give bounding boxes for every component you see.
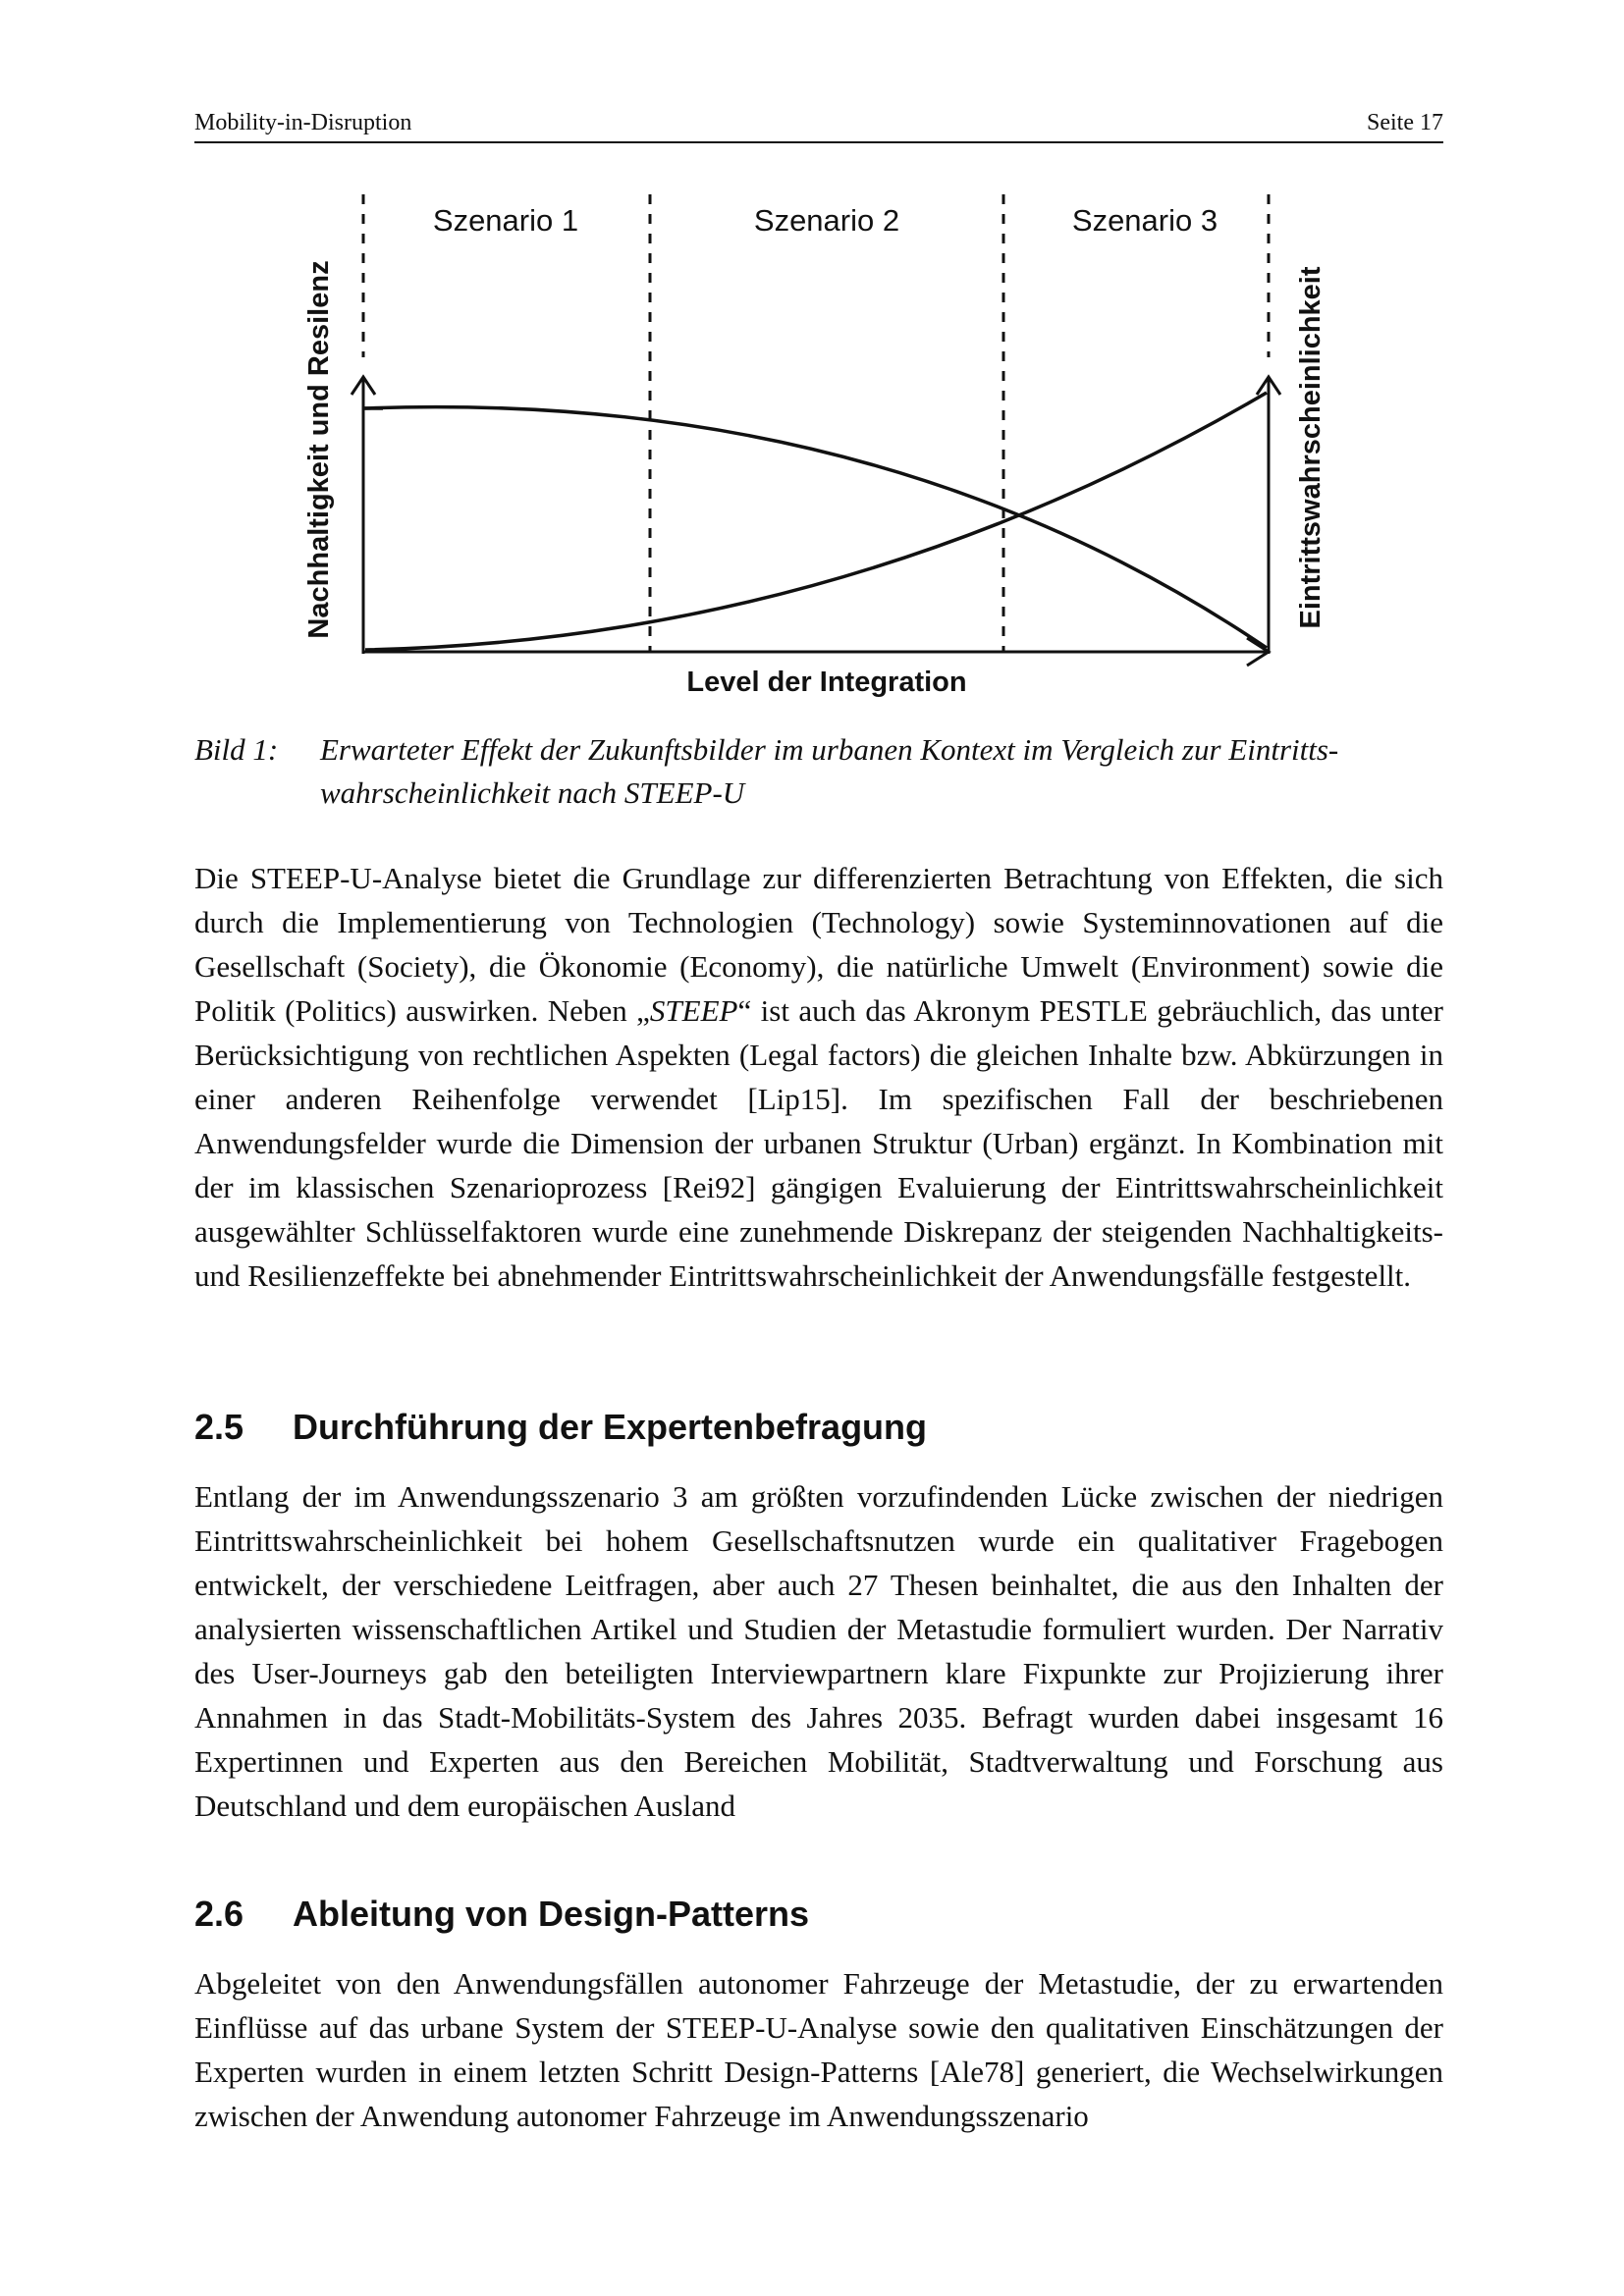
paragraph-expert-survey: Entlang der im Anwendungsszenario 3 am größten vorzufindenden Lücke zwischen der niedrigen Eintrittswahrscheinlichkeit bei hohem Gesellschaftsnutzen wurde ein qualitativer Fragebogen entwickelt, der verschiedene Leitfragen, aber auch 27 Thesen beinhaltet, die aus den Inhalten der analysierten wissenschaftlichen Artikel und Studien der Metastudie formuliert wurden. Der Narrativ des User-Journeys gab den beteiligten Interviewpartnern klare Fixpunkte zur Projizierung ihrer Annahmen in das Stadt-Mobilitäts-System des Jahres 2035. Befragt wurden dabei insgesamt 16 Expertinnen und Experten aus den Bereichen Mobilität, Stadtverwaltung und Forschung aus Deutschland und dem europäischen Ausland — [194, 1479, 1443, 1823]
caption-text: Erwarteter Effekt der Zukunftsbilder im urbanen Kontext im Vergleich zur Eintrittswahrscheinlichkeit nach STEEP-U — [320, 732, 1339, 810]
paragraph-1-part-b: “ ist auch das Akronym PESTLE gebräuchlich, das unter Berücksichtigung von rechtlichen Aspekten (Legal factors) die gleichen Inhalte bzw. Abkürzungen in einer anderen Reihenfolge verwendet [Lip15]. Im spezifischen Fall der beschriebenen Anwendungsfelder wurde die Dimension der urbanen Struktur (Urban) ergänzt. In Kombination mit der im klassischen Szenarioprozess [Rei92] gängigen Evaluierung der Eintrittswahrscheinlichkeit ausgewählter Schlüsselfaktoren wurde eine zunehmende Diskrepanz der steigenden Nachhaltigkeits- und Resilienzeffekte bei abnehmender Eintrittswahrscheinlichkeit der Anwendungsfälle festgestellt. — [194, 993, 1443, 1293]
section-title: Ableitung von Design-Patterns — [293, 1894, 810, 1934]
section-number: 2.5 — [194, 1407, 244, 1447]
section-heading-2-5 — [194, 1406, 1443, 1449]
section-number: 2.6 — [194, 1894, 244, 1934]
scenario-label-2: Szenario 2 — [753, 203, 900, 238]
caption-label: Bild 1: — [194, 732, 279, 767]
running-title: Mobility-in-Disruption — [194, 110, 412, 135]
sustainability-curve — [363, 407, 1267, 648]
section-heading-2-6 — [194, 1893, 1443, 1936]
paragraph-1-part-a: Die STEEP-U-Analyse bietet die Grundlage zur differenzierten Betrachtung von Effekten, die sich durch die Implementierung von Technologien (Technology) sowie Systeminnovationen auf die Gesellschaft (Society), die Ökonomie (Economy), die natürliche Umwelt (Environment) sowie die Politik (Politics) auswirken. Neben „ — [194, 861, 1443, 1028]
paragraph-design-patterns: Abgeleitet von den Anwendungsfällen autonomer Fahrzeuge der Metastudie, der zu erwartenden Einflüsse auf das urbane System der STEEP-U-Analyse sowie den qualitativen Einschätzungen der Experten wurden in einem letzten Schritt Design-Patterns [Ale78] generiert, die Wechselwirkungen zwischen der Anwendung autonomer Fahrzeuge im Anwendungsszenario — [194, 1966, 1443, 2133]
right-axis-label: Eintrittswahrscheinlichkeit — [1295, 266, 1326, 629]
figure-caption — [194, 728, 1443, 815]
scenario-label-1: Szenario 1 — [432, 203, 579, 238]
scenario-figure — [295, 183, 1335, 713]
x-axis-label: Level der Integration — [686, 667, 967, 698]
running-header — [194, 108, 1443, 143]
left-axis-label: Nachhaltigkeit und Resilenz — [303, 260, 335, 639]
paragraph-steep-analysis — [194, 856, 1443, 1298]
scenario-label-3: Szenario 3 — [1071, 203, 1218, 238]
steep-emphasis: STEEP — [649, 993, 738, 1028]
section-title: Durchführung der Expertenbefragung — [293, 1407, 928, 1447]
probability-curve — [365, 393, 1267, 650]
page-number: Seite 17 — [1367, 110, 1443, 135]
scenario-diagram — [295, 183, 1335, 713]
